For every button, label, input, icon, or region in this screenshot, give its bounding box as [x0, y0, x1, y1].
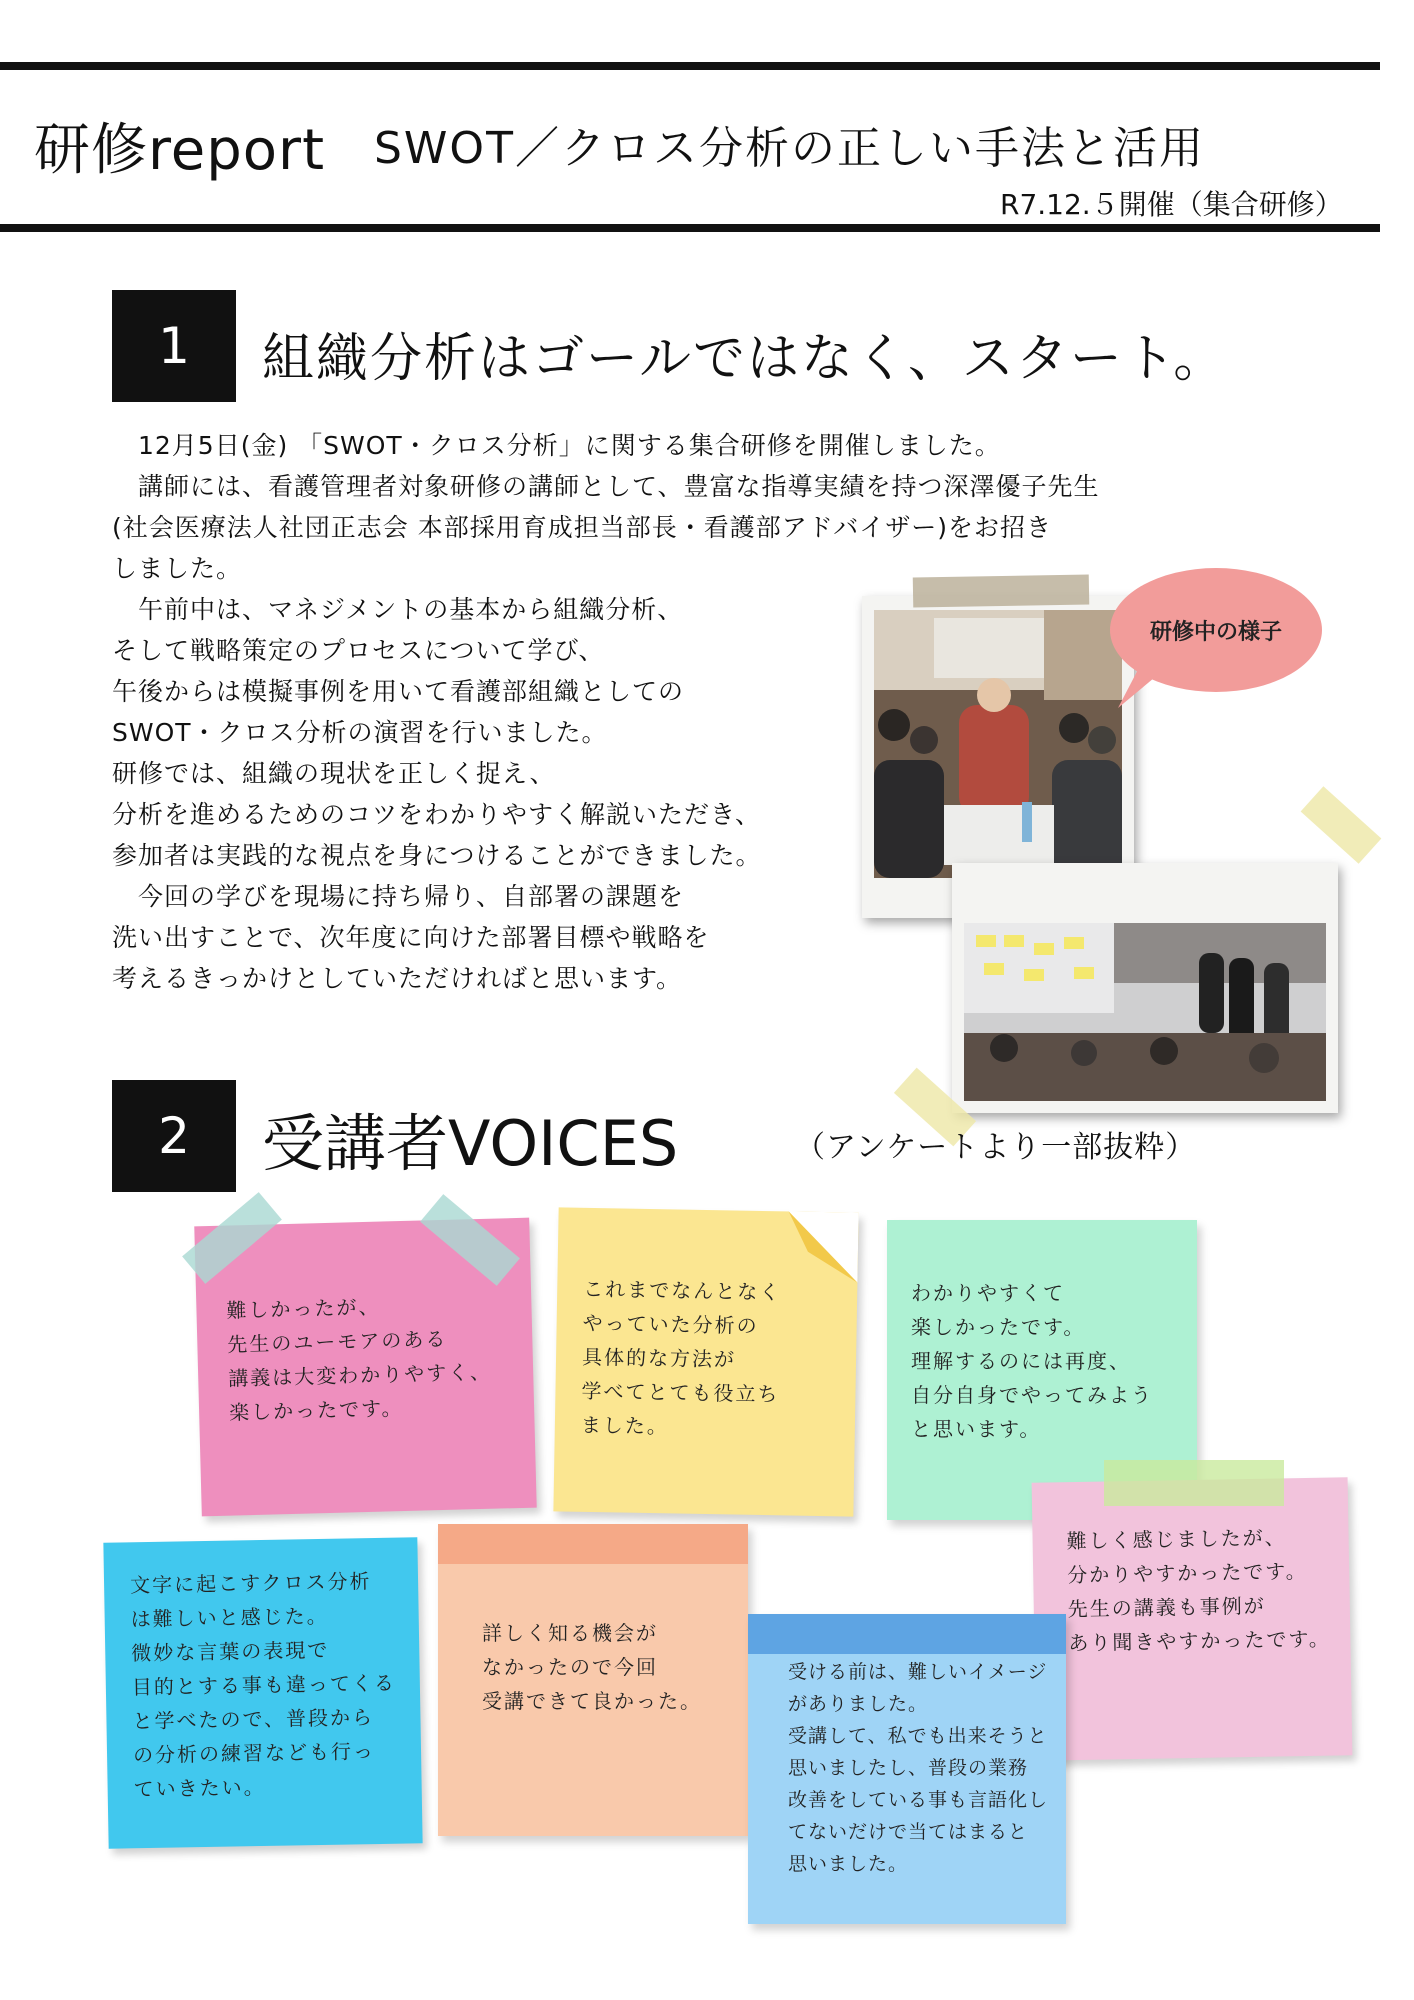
- photo-image: [964, 923, 1326, 1101]
- body-line: しました。: [112, 554, 243, 583]
- report-subtitle: SWOT／クロス分析の正しい手法と活用: [374, 123, 1205, 174]
- note-line: 文字に起こすクロス分析: [129, 1569, 372, 1598]
- report-title: 研修report: [34, 118, 326, 183]
- body-line: 分析を進めるためのコツをわかりやすく解説いただき、: [112, 800, 762, 829]
- note-text: [788, 1656, 1048, 1880]
- note-text: [1066, 1520, 1331, 1661]
- note-text: [482, 1616, 702, 1718]
- note-header-strip: [438, 1524, 748, 1564]
- body-line: SWOT・クロス分析の演習を行いました。: [112, 718, 608, 747]
- note-line: の分析の練習なども行っ: [132, 1739, 376, 1768]
- note-line: 受講して、私でも出来そうと: [788, 1725, 1048, 1747]
- note-line: あり聞きやすかったです。: [1068, 1626, 1331, 1656]
- note-line: ました。: [580, 1412, 670, 1439]
- body-line: 12月5日(金) 「SWOT・クロス分析」に関する集合研修を開催しました。: [112, 431, 1001, 460]
- note-line: 思いましたし、普段の業務: [788, 1757, 1029, 1779]
- note-line: ていきたい。: [133, 1774, 266, 1802]
- note-line: てないだけで当てはまると: [788, 1821, 1029, 1843]
- note-line: がありました。: [788, 1693, 929, 1715]
- section-1-number: 1: [112, 290, 236, 402]
- note-line: 楽しかったです。: [228, 1396, 404, 1425]
- body-line: 講師には、看護管理者対象研修の講師として、豊富な指導実績を持つ深澤優子先生: [112, 472, 1100, 501]
- note-text: [581, 1272, 782, 1445]
- note-line: 自分自身でやってみよう: [911, 1383, 1153, 1407]
- note-line: 難しく感じましたが、: [1066, 1525, 1287, 1554]
- body-line: 今回の学びを現場に持ち帰り、自部署の課題を: [112, 882, 685, 911]
- body-line: 研修では、組織の現状を正しく捉え、: [112, 759, 556, 788]
- note-line: は難しいと感じた。: [130, 1603, 329, 1632]
- note-line: 学べてとても役立ち: [581, 1378, 780, 1407]
- body-line: 洗い出すことで、次年度に向けた部署目標や戦略を: [112, 923, 710, 952]
- note-line: わかりやすくて: [911, 1281, 1065, 1305]
- note-line: 微妙な言葉の表現で: [131, 1637, 330, 1666]
- note-text: [226, 1287, 493, 1430]
- note-line: 受講できて良かった。: [482, 1689, 702, 1713]
- note-line: 先生の講義も事例が: [1067, 1593, 1266, 1622]
- body-line: そして戦略策定のプロセスについて学び、: [112, 636, 605, 665]
- note-line: と思います。: [911, 1417, 1042, 1441]
- header-top-rule: [0, 62, 1380, 70]
- body-line: 参加者は実践的な視点を身につけることができました。: [112, 841, 762, 870]
- report-date: R7.12.５開催（集合研修）: [1000, 188, 1343, 221]
- note-line: なかったので今回: [482, 1655, 658, 1679]
- note-line: と学べたので、普段から: [132, 1705, 375, 1734]
- sticky-note-5: [103, 1537, 422, 1848]
- note-line: 受ける前は、難しいイメージ: [788, 1661, 1048, 1683]
- note-line: 具体的な方法が: [581, 1344, 737, 1372]
- note-curl: [787, 1211, 858, 1282]
- photo-tape: [913, 574, 1089, 607]
- body-line: 午後からは模擬事例を用いて看護部組織としての: [112, 677, 685, 706]
- sticky-note-2: [553, 1207, 858, 1516]
- sticky-note-7: [748, 1614, 1066, 1924]
- note-header-strip: [748, 1614, 1066, 1654]
- note-tape: [1104, 1460, 1284, 1506]
- note-line: 先生のユーモアのある: [227, 1326, 448, 1357]
- section-2-subtitle: （アンケートより一部抜粋）: [795, 1130, 1197, 1165]
- body-line: (社会医療法人社団正志会 本部採用育成担当部長・看護部アドバイザー)をお招き: [112, 513, 1052, 542]
- note-line: 改善をしている事も言語化し: [788, 1789, 1049, 1811]
- body-line: 考えるきっかけとしていただければと思います。: [112, 964, 683, 993]
- bubble-tail: [1118, 660, 1168, 710]
- sticky-note-4: [1032, 1477, 1353, 1760]
- header-bottom-rule: [0, 224, 1380, 232]
- note-line: これまでなんとなく: [583, 1276, 782, 1305]
- bubble-label: 研修中の様子: [1149, 619, 1282, 645]
- note-line: やっていた分析の: [582, 1310, 759, 1338]
- note-line: 分かりやすかったです。: [1067, 1558, 1308, 1588]
- photo-tape: [1301, 786, 1382, 863]
- note-line: 詳しく知る機会が: [482, 1621, 658, 1645]
- note-line: 思いました。: [788, 1853, 909, 1875]
- note-line: 難しかったが、: [226, 1294, 381, 1323]
- note-text: [911, 1276, 1153, 1446]
- sticky-note-6: [438, 1524, 748, 1836]
- training-photo-2: [952, 863, 1338, 1113]
- note-line: 理解するのには再度、: [911, 1349, 1131, 1373]
- note-line: 楽しかったです。: [911, 1315, 1086, 1339]
- section-1-title: 組織分析はゴールではなく、スタート。: [262, 329, 1228, 389]
- photo-image: [874, 610, 1122, 878]
- section-2-number: 2: [112, 1080, 236, 1192]
- section-2-title: 受講者VOICES: [262, 1107, 679, 1180]
- note-line: 講義は大変わかりやすく、: [227, 1359, 493, 1391]
- body-line: 午前中は、マネジメントの基本から組織分析、: [112, 595, 684, 624]
- note-line: 目的とする事も違ってくる: [131, 1670, 397, 1700]
- note-text: [130, 1564, 398, 1807]
